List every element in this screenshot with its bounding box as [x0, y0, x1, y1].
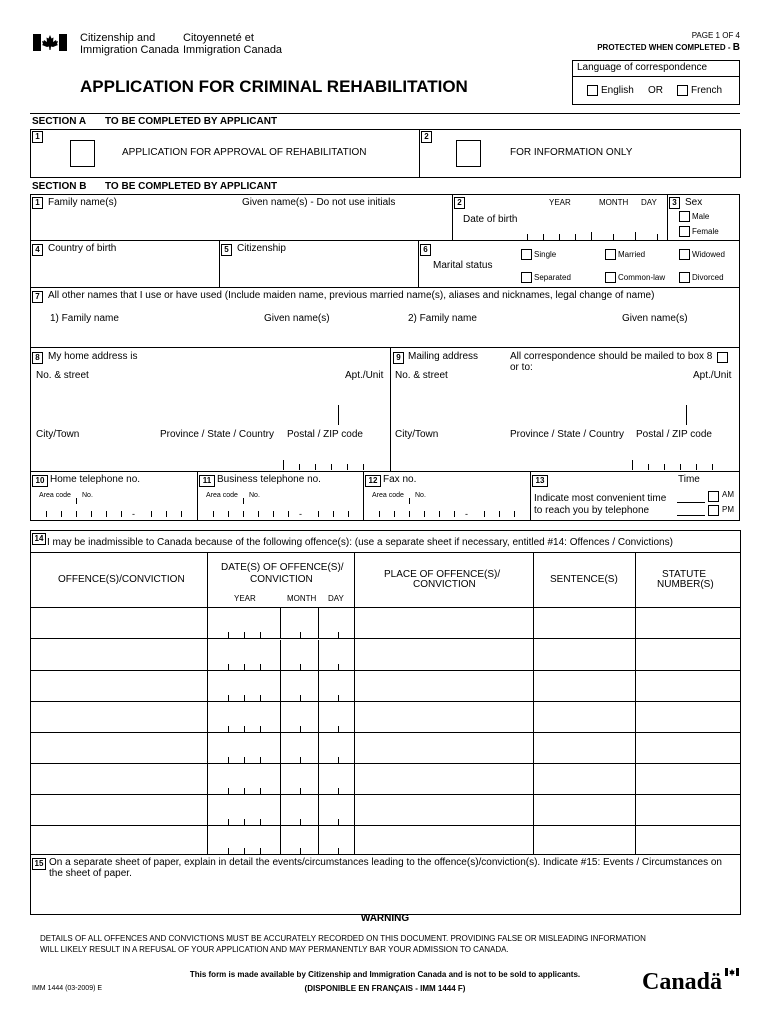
fax-dash: - — [465, 509, 468, 519]
mail-province-label: Province / State / Country — [510, 429, 624, 440]
other-family-name-1-label: 1) Family name — [50, 313, 119, 324]
french-label: French — [691, 85, 723, 96]
dob-month-label: MONTH — [599, 198, 629, 207]
field-number-11: 11 — [199, 475, 215, 487]
widowed-label: Widowed — [692, 250, 725, 259]
pm-checkbox[interactable] — [708, 505, 719, 516]
col-dates-header-2: CONVICTION — [250, 574, 313, 585]
french-checkbox[interactable] — [677, 85, 688, 96]
footer-french: (DISPONIBLE EN FRANÇAIS - IMM 1444 F) — [304, 984, 466, 993]
fax-no-label: No. — [415, 492, 426, 499]
am-label: AM — [722, 490, 734, 499]
given-names-label: Given name(s) - Do not use initials — [242, 197, 396, 208]
pm-label: PM — [722, 505, 734, 514]
other-given-name-2-label: Given name(s) — [622, 313, 688, 324]
time-label: Time — [678, 474, 700, 485]
offence-date-input-7[interactable] — [228, 817, 348, 825]
am-checkbox[interactable] — [708, 491, 719, 502]
mail-to-box8-checkbox[interactable] — [717, 352, 728, 363]
protected-text: PROTECTED WHEN COMPLETED - — [597, 43, 733, 52]
dob-input[interactable] — [527, 232, 660, 240]
col-dates-header-1: DATE(S) OF OFFENCE(S)/ — [221, 562, 344, 573]
field-number-5: 5 — [221, 244, 232, 256]
citizenship-label: Citizenship — [237, 243, 286, 254]
country-birth-label: Country of birth — [48, 243, 117, 254]
canada-wordmark-flag-icon — [725, 968, 739, 976]
dob-day-label: DAY — [641, 198, 657, 207]
mail-apt-label: Apt./Unit — [693, 370, 732, 381]
events-instructions-1: On a separate sheet of paper, explain in detail the events/circumstances leading to the offence(s)/conviction(s). Indicate #15: Events / Circumstances on — [49, 857, 722, 868]
common-law-label: Common-law — [618, 273, 666, 282]
other-family-name-2-label: 2) Family name — [408, 313, 477, 324]
divorced-checkbox[interactable] — [679, 272, 690, 283]
form-id: IMM 1444 (03-2009) E — [32, 985, 103, 992]
col-month-header: MONTH — [287, 594, 317, 603]
form-title: APPLICATION FOR CRIMINAL REHABILITATION — [80, 77, 468, 96]
home-no-label: No. — [82, 492, 93, 499]
mail-postal-input[interactable] — [632, 460, 732, 470]
home-apt-label: Apt./Unit — [345, 370, 384, 381]
events-instructions-2: the sheet of paper. — [49, 868, 132, 879]
col-statute-header-1: STATUTE — [662, 569, 707, 580]
col-place-header-1: PLACE OF OFFENCE(S)/ — [384, 569, 501, 580]
field-number-1b: 1 — [32, 197, 43, 209]
page-number: PAGE 1 OF 4 — [691, 31, 740, 40]
col-day-header: DAY — [328, 594, 344, 603]
offence-date-input-5[interactable] — [228, 755, 348, 763]
field-number-12: 12 — [365, 475, 381, 487]
mail-or-to-label: or to: — [510, 362, 533, 373]
business-telephone-label: Business telephone no. — [217, 474, 321, 485]
pm-time-input[interactable] — [677, 515, 705, 516]
rehabilitation-label: APPLICATION FOR APPROVAL OF REHABILITATION — [122, 147, 367, 158]
home-area-code-label: Area code — [39, 492, 71, 499]
divorced-label: Divorced — [692, 273, 724, 282]
business-area-code-label: Area code — [206, 492, 238, 499]
home-tel-dash: - — [132, 509, 135, 519]
warning-title: WARNING — [360, 913, 410, 924]
offence-date-input-3[interactable] — [228, 693, 348, 701]
field-number-13: 13 — [532, 475, 548, 487]
home-telephone-input[interactable] — [46, 498, 194, 518]
canada-wordmark: Canadä — [642, 969, 723, 995]
widowed-checkbox[interactable] — [679, 249, 690, 260]
married-checkbox[interactable] — [605, 249, 616, 260]
field-number-7: 7 — [32, 291, 43, 303]
field-number-2b: 2 — [454, 197, 465, 209]
dob-label: Date of birth — [463, 214, 518, 225]
or-label: OR — [648, 85, 663, 96]
section-a-label: SECTION A — [32, 116, 87, 127]
male-label: Male — [692, 212, 710, 221]
section-b-title: TO BE COMPLETED BY APPLICANT — [105, 181, 278, 192]
mail-postal-label: Postal / ZIP code — [636, 429, 712, 440]
offence-date-input-2[interactable] — [228, 662, 348, 670]
fax-input[interactable] — [379, 498, 527, 518]
home-province-label: Province / State / Country — [160, 429, 274, 440]
language-label: Language of correspondence — [577, 62, 708, 73]
english-label: English — [601, 85, 634, 96]
home-postal-label: Postal / ZIP code — [287, 429, 363, 440]
convenient-time-label-2: to reach you by telephone — [534, 505, 650, 516]
dob-year-label: YEAR — [549, 198, 571, 207]
home-street-label: No. & street — [36, 370, 89, 381]
information-only-checkbox[interactable] — [456, 140, 481, 167]
mailing-address-label: Mailing address — [408, 351, 479, 362]
warning-line-2: WILL LIKELY RESULT IN A REFUSAL OF YOUR APPLICATION AND MAY PERMANENTLY BAR YOUR ADMISSION TO CANADA. — [40, 945, 509, 954]
field-number-4: 4 — [32, 244, 43, 256]
warning-line-1: DETAILS OF ALL OFFENCES AND CONVICTIONS MUST BE ACCURATELY RECORDED ON THIS DOCUMENT. PROVIDING FALSE OR MISLEADING INFORMATION — [40, 934, 646, 943]
offence-date-input-4[interactable] — [228, 724, 348, 732]
common-law-checkbox[interactable] — [605, 272, 616, 283]
protected-label — [597, 43, 740, 53]
fax-label: Fax no. — [383, 474, 417, 485]
other-names-label: All other names that I use or have used (Include maiden name, previous married name(s), aliases and nicknames, legal change of name) — [48, 290, 655, 301]
col-sentence-header: SENTENCE(S) — [550, 574, 618, 585]
col-place-header-2: CONVICTION — [413, 579, 476, 590]
col-offence-header: OFFENCE(S)/CONVICTION — [58, 574, 185, 585]
field-number-6: 6 — [420, 244, 431, 256]
field-number-10: 10 — [32, 475, 48, 487]
single-checkbox[interactable] — [521, 249, 532, 260]
footer-notice: This form is made available by Citizenship and Immigration Canada and is not to be sold to applicants. — [189, 970, 581, 979]
home-telephone-label: Home telephone no. — [50, 474, 141, 485]
col-year-header: YEAR — [234, 594, 256, 603]
field-number-15: 15 — [32, 858, 46, 870]
section-b-label: SECTION B — [32, 181, 87, 192]
mail-city-label: City/Town — [395, 429, 439, 440]
business-telephone-input[interactable] — [213, 498, 361, 518]
separated-checkbox[interactable] — [521, 272, 532, 283]
offences-intro: I may be inadmissible to Canada because of the following offence(s): (use a separate sheet if necessary, entitled #14: Offences / Convictions) — [47, 537, 673, 548]
offence-date-input-1[interactable] — [228, 630, 348, 638]
mail-street-label: No. & street — [395, 370, 448, 381]
home-city-label: City/Town — [36, 429, 80, 440]
section-a-title: TO BE COMPLETED BY APPLICANT — [105, 116, 278, 127]
sex-label: Sex — [685, 197, 703, 208]
field-number-1: 1 — [32, 131, 43, 143]
am-time-input[interactable] — [677, 502, 705, 503]
protected-level: B — [732, 42, 740, 53]
home-address-label: My home address is — [48, 351, 138, 362]
dept-name-en-1: Citizenship and — [80, 32, 156, 44]
separated-label: Separated — [534, 273, 571, 282]
family-name-label: Family name(s) — [48, 197, 117, 208]
field-number-9: 9 — [393, 352, 404, 364]
other-given-name-1-label: Given name(s) — [264, 313, 330, 324]
dept-name-en-2: Immigration Canada — [80, 44, 180, 56]
female-checkbox[interactable] — [679, 226, 690, 237]
mail-to-box8-note: All correspondence should be mailed to box 8 — [510, 351, 713, 362]
convenient-time-label-1: Indicate most convenient time — [534, 493, 667, 504]
single-label: Single — [534, 250, 557, 259]
english-checkbox[interactable] — [587, 85, 598, 96]
dept-name-fr-1: Citoyenneté et — [183, 32, 254, 44]
female-label: Female — [692, 227, 719, 236]
offence-date-input-8[interactable] — [228, 846, 348, 854]
dept-name-fr-2: Immigration Canada — [183, 44, 283, 56]
col-statute-header-2: NUMBER(S) — [657, 579, 714, 590]
field-number-14: 14 — [32, 533, 46, 545]
home-postal-input[interactable] — [283, 460, 383, 470]
male-checkbox[interactable] — [679, 211, 690, 222]
business-tel-dash: - — [299, 509, 302, 519]
married-label: Married — [618, 250, 646, 259]
information-only-label: FOR INFORMATION ONLY — [510, 147, 633, 158]
business-no-label: No. — [249, 492, 260, 499]
marital-status-label: Marital status — [433, 260, 493, 271]
field-number-8: 8 — [32, 352, 43, 364]
offence-date-input-6[interactable] — [228, 786, 348, 794]
rehabilitation-checkbox[interactable] — [70, 140, 95, 167]
field-number-2: 2 — [421, 131, 432, 143]
field-number-3: 3 — [669, 197, 680, 209]
canada-flag-icon — [33, 34, 67, 51]
fax-area-code-label: Area code — [372, 492, 404, 499]
